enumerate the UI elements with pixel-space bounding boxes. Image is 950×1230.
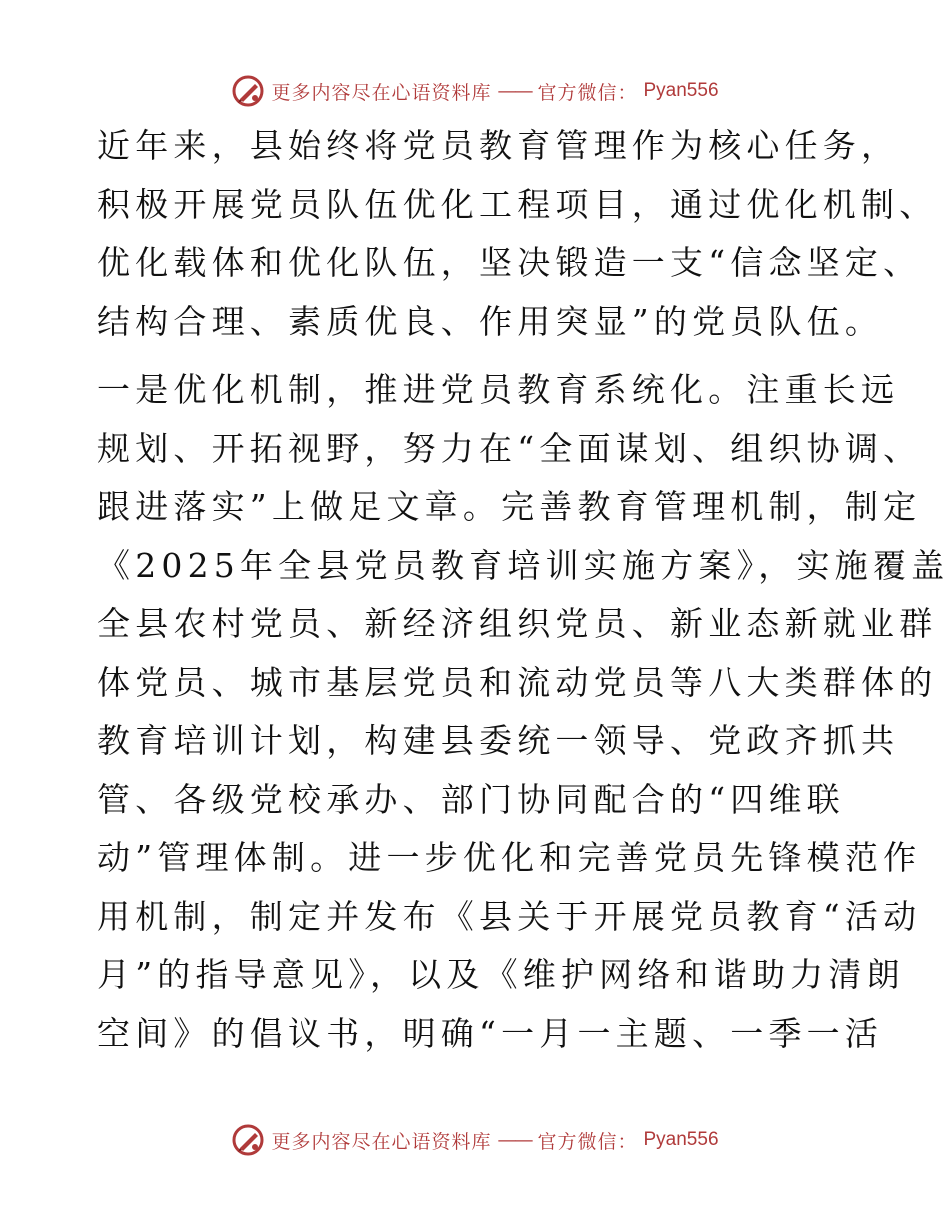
watermark-wechat-label: 官方微信： (537, 1130, 638, 1153)
watermark-dash: —— (497, 80, 532, 102)
text-line: 一是优化机制，推进党员教育系统化。注重长远 (97, 370, 900, 409)
watermark-site-text: 更多内容尽在心语资料库 (271, 1130, 492, 1153)
text-line: 《2025年全县党员教育培训实施方案》，实施覆盖 (97, 545, 950, 585)
text-line: 全县农村党员、新经济组织党员、新业态新就业群 (97, 604, 938, 643)
watermark-dash: —— (497, 1129, 532, 1151)
watermark-wechat-id: Pyan556 (643, 1129, 719, 1150)
text-line: 规划、开拓视野，努力在“全面谋划、组织协调、 (97, 428, 922, 468)
text-line: 优化载体和优化队伍，坚决锻造一支“信念坚定、 (97, 243, 922, 282)
text-line: 动”管理体制。进一步优化和完善党员先锋模范作 (97, 838, 922, 877)
pen-logo-icon (231, 1123, 265, 1157)
paragraph-intro (97, 117, 938, 351)
text-line: 教育培训计划，构建县委统一领导、党政齐抓共 (97, 721, 900, 760)
watermark-site-text: 更多内容尽在心语资料库 (271, 81, 492, 104)
text-line: 跟进落实”上做足文章。完善教育管理机制，制定 (97, 487, 922, 526)
text-line: 空间》的倡议书，明确“一月一主题、一季一活 (97, 1013, 884, 1053)
text-line: 体党员、城市基层党员和流动党员等八大类群体的 (97, 662, 938, 702)
watermark (231, 74, 718, 108)
text-line: 近年来，县始终将党员教育管理作为核心任务， (97, 126, 900, 165)
pen-logo-icon (231, 74, 265, 108)
footer-watermark (0, 1120, 950, 1160)
paragraph-mechanism (97, 361, 950, 1063)
document-body (97, 117, 950, 1063)
header-watermark (0, 71, 950, 111)
text-line: 结构合理、素质优良、作用突显”的党员队伍。 (97, 301, 884, 341)
text-line: 管、各级党校承办、部门协同配合的“四维联 (97, 779, 845, 819)
text-line: 积极开展党员队伍优化工程项目，通过优化机制、 (97, 184, 938, 224)
watermark-wechat-label: 官方微信： (537, 81, 638, 104)
watermark (231, 1123, 718, 1157)
paragraph-spacer (97, 351, 857, 361)
text-line: 月”的指导意见》，以及《维护网络和谐助力清朗 (97, 955, 905, 994)
watermark-wechat-id: Pyan556 (643, 80, 719, 101)
text-line: 用机制，制定并发布《县关于开展党员教育“活动 (97, 896, 922, 936)
